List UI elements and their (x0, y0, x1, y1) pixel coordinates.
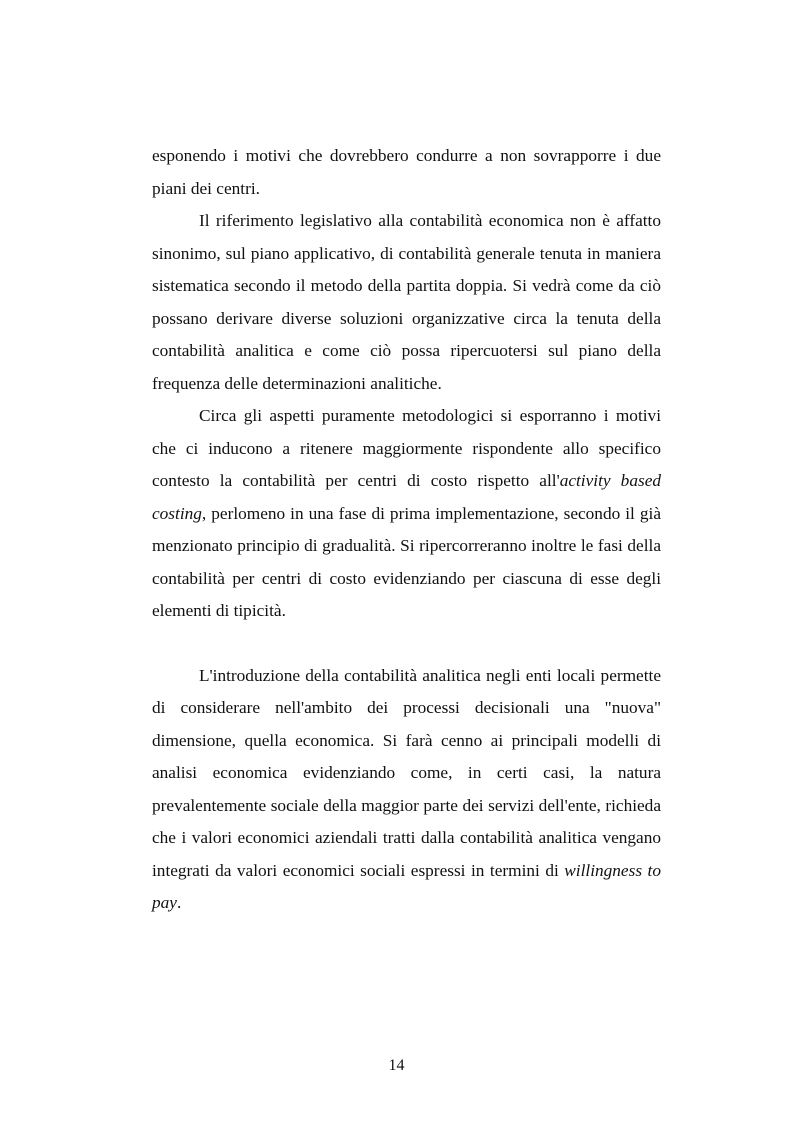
paragraph-text: Circa gli aspetti puramente metodologici si esporranno i motivi che ci inducono a ritenere maggiormente rispondente allo specifico contesto la contabilità per centri di costo rispetto all' (152, 406, 661, 490)
paragraph (152, 140, 661, 205)
paragraph-text: Il riferimento legislativo alla contabilità economica non è affatto sinonimo, sul piano applicativo, di contabilità generale tenuta in maniera sistematica secondo il metodo della partita doppia. Si vedrà come da ciò possano derivare diverse soluzioni organizzative circa la tenuta della contabilità analitica e come ciò possa ripercuotersi sul piano della frequenza delle determinazioni analitiche. (152, 211, 661, 393)
paragraph-text: , perlomeno in una fase di prima implementazione, secondo il già menzionato principio di gradualità. Si ripercorreranno inoltre le fasi della contabilità per centri di costo evidenziando per ciascuna di esse degli elementi di tipicità. (152, 503, 661, 620)
paragraph-text: esponendo i motivi che dovrebbero condurre a non sovrapporre i due piani dei centri. (152, 146, 661, 198)
page-number: 14 (388, 1057, 405, 1074)
italic-term: activity based costing (152, 471, 662, 523)
italic-term: willingness to pay (152, 860, 661, 912)
paragraph-text: L'introduzione della contabilità analitica negli enti locali permette di considerare nell'ambito dei processi decisionali una "nuova" dimensione, quella economica. Si farà cenno ai principali modelli di analisi economica evidenziando come, in certi casi, la natura prevalentemente sociale della maggior parte dei servizi dell'ente, richieda che i valori economici aziendali tratti dalla contabilità analitica vengano integrati da valori economici sociali espressi in termini di (152, 665, 661, 880)
paragraph (152, 660, 661, 920)
paragraph (152, 400, 661, 628)
paragraph-text: . (176, 893, 182, 912)
body-text (152, 140, 661, 920)
paragraph (152, 205, 661, 400)
